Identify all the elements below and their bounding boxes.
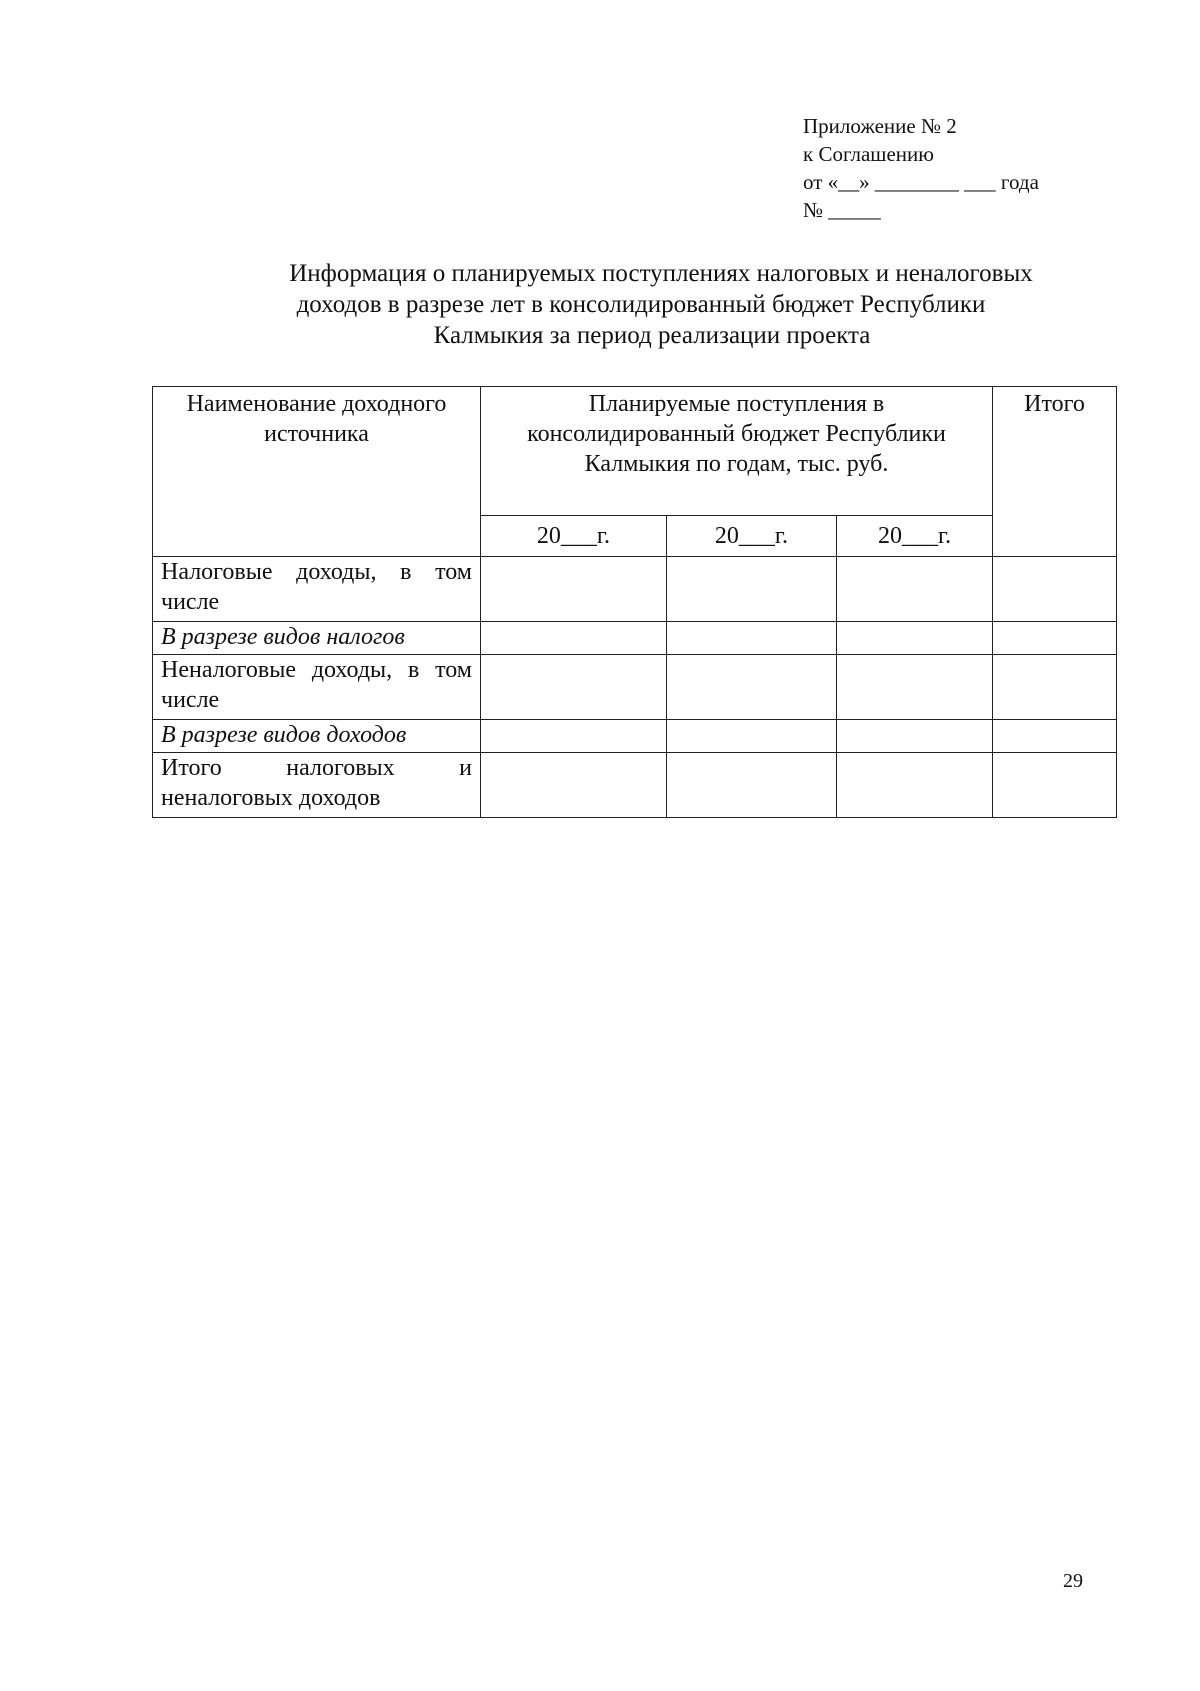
revenue-table [152,386,1117,818]
table-cell [481,753,667,818]
table-cell [667,557,837,622]
header-year-1: 20___г. [481,516,667,557]
table-row [153,655,1117,720]
table-cell [481,720,667,753]
table-cell [481,655,667,720]
title-line-3: Калмыкия за период реализации проекта [433,322,871,349]
table-cell [993,622,1117,655]
table-row [153,557,1117,622]
annex-title: Приложение № 2 [803,114,957,138]
header-source-name: Наименование доходного источника [153,387,481,557]
table-row [153,622,1117,655]
title-line-2: доходов в разрезе лет в консолидированный бюджет Республики [296,291,986,318]
annex-agreement: к Соглашению [803,142,934,166]
table-cell [667,753,837,818]
table-cell [837,622,993,655]
table-cell [993,753,1117,818]
title-line-1: Информация о планируемых поступлениях налоговых и неналоговых [289,260,1033,287]
table-cell [837,655,993,720]
table-cell [993,720,1117,753]
page-number: 29 [1063,1570,1083,1592]
document-title [222,258,1082,351]
row-label-total-revenue: Итого налоговых и неналоговых доходов [153,753,481,818]
header-year-3: 20___г. [837,516,993,557]
table-cell [481,557,667,622]
row-label-tax-types: В разрезе видов налогов [153,622,481,655]
table-cell [993,655,1117,720]
table-cell [837,753,993,818]
table-cell [837,720,993,753]
table-row [153,753,1117,818]
table-cell [837,557,993,622]
row-label-nontax-types: В разрезе видов доходов [153,720,481,753]
header-planned-receipts: Планируемые поступления в консолидированный бюджет Республики Калмыкия по годам, тыс. руб. [481,387,993,516]
header-total: Итого [993,387,1117,557]
table-cell [667,720,837,753]
row-label-nontax-revenue: Неналоговые доходы, в том числе [153,655,481,720]
annex-date: от «__» ________ ___ года [803,170,1039,194]
annex-block [803,112,1039,224]
table-cell [481,622,667,655]
table-cell [993,557,1117,622]
table-cell [667,655,837,720]
table-row [153,720,1117,753]
header-year-2: 20___г. [667,516,837,557]
row-label-tax-revenue: Налоговые доходы, в том числе [153,557,481,622]
table-cell [667,622,837,655]
annex-number: № _____ [803,198,881,222]
